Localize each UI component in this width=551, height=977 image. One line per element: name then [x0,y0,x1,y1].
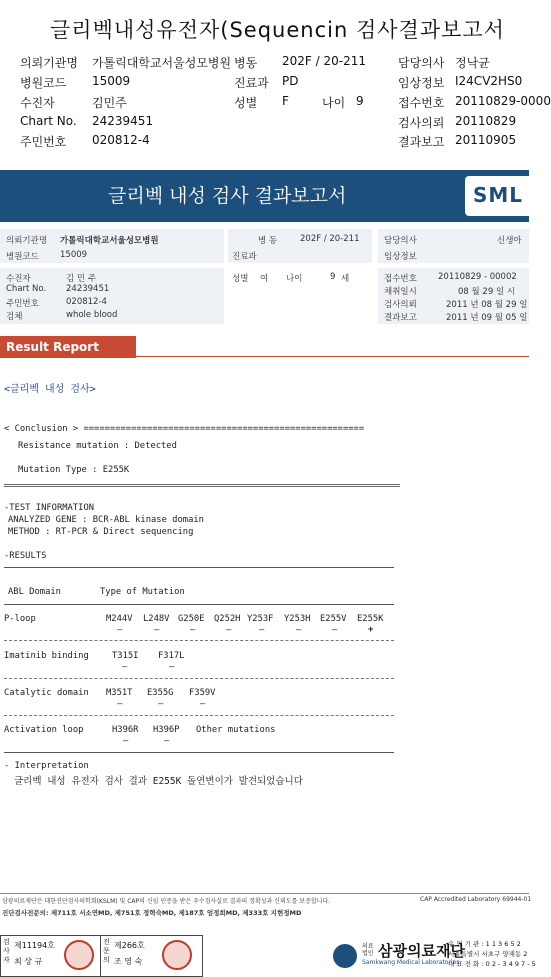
mutation-name: H396R [112,725,139,735]
mutation-name: G250E [178,614,205,624]
mutation-result: – [122,662,128,672]
info-req-value: 2011 년 08 월 29 일 [446,300,528,310]
info-code-value: 15009 [60,250,88,260]
document-title: 글리벡내성유전자(Sequencin 검사결과보고서 [50,18,505,42]
info-id-value: 020812-4 [66,297,107,307]
stamp1-name: 최 상 규 [14,957,43,966]
info-recv-value: 20110829 - 00002 [438,272,517,282]
mutation-result: – [169,662,175,672]
org-prefix: 의료법인 [362,943,374,957]
result-report-rule [136,356,529,357]
stamp2-label: 전문의 [103,938,110,964]
sml-logo-text: SML [473,183,524,207]
info-doctor-label: 담당의사 [384,236,417,246]
org-address-3: 대 표 전 화 : 0 2 - 3 4 9 7 - 5 [448,960,536,968]
header-sex-label: 성별 [234,96,258,110]
mutation-name: E355G [147,688,174,698]
domain-p-loop: P-loop [4,614,36,624]
info-req-label: 검사의뢰 [384,300,417,310]
info-ward-label: 병 동 [258,236,278,246]
results-rule-bottom [4,752,394,753]
mutation-result: – [190,625,196,635]
section-title: <글리벡 내성 검사> [4,384,96,395]
header-result-label: 결과보고 [398,135,445,149]
info-inst-label: 의뢰기관명 [6,236,48,246]
header-ward-value: 202F / 20-211 [282,54,366,68]
header-code-label: 병원코드 [20,76,67,90]
conclusion-header: < Conclusion > ===================================================== [4,424,365,434]
test-info-heading: -TEST INFORMATION [4,503,95,513]
separator-double [4,484,400,487]
report-band-title: 글리벡 내성 검사 결과보고서 [108,185,347,207]
method: METHOD : RT-PCR & Direct sequencing [8,527,194,537]
info-chart-label: Chart No. [6,284,47,294]
mutation-result: – [158,699,164,709]
org-english-name: Samkwang Medical Laboratories [362,959,460,966]
info-collect-value: 08 월 29 일 시 [458,287,516,297]
footer-accreditation: 삼광의료재단은 대한진단검사의학회(KSLM) 및 CAP의 신임 인증을 받은 우수검사실로 결과의 정확성과 신뢰도를 보증합니다. [2,898,331,905]
info-sex-label: 성별 [232,274,249,284]
results-rule-top [4,567,394,568]
mutation-name: L248V [143,614,170,624]
header-code-value: 15009 [92,74,131,88]
info-ward-value: 202F / 20-211 [300,234,360,244]
mutation-result: – [154,625,160,635]
header-id-value: 020812-4 [92,133,150,147]
header-dept-label: 진료과 [234,76,269,90]
header-age-value: 9 [356,94,364,108]
header-institution-label: 의뢰기관명 [20,56,78,70]
analyzed-gene: ANALYZED GENE : BCR-ABL kinase domain [8,515,204,525]
domain-activation-loop: Activation loop [4,725,84,735]
mutation-result-positive: + [368,625,374,635]
mutation-type: Mutation Type : E255K [18,465,130,475]
header-patient-label: 수진자 [20,96,55,110]
org-address-1: 유 업 기 관 : 1 1 3 6 5 2 [448,940,521,948]
mutation-result: – [332,625,338,635]
mutation-result: – [259,625,265,635]
info-specimen-value: whole blood [66,310,118,320]
resistance-mutation: Resistance mutation : Detected [18,441,177,451]
header-doctor-label: 담당의사 [398,56,445,70]
mutation-name: F317L [158,651,185,661]
stamp2-number: 제266호 [114,941,145,950]
info-dept-label: 진료과 [232,252,257,262]
seal-stamp-2 [162,940,192,970]
header-chart-value: 24239451 [92,114,154,128]
mutation-result: – [123,736,129,746]
row-divider [4,640,394,641]
info-code-label: 병원코드 [6,252,39,262]
mutation-name: M351T [106,688,133,698]
header-receipt-label: 접수번호 [398,96,445,110]
info-age-value: 9 [330,272,336,282]
header-request-value: 20110829 [455,114,517,128]
info-collect-label: 채취일시 [384,287,417,297]
mutation-name: Y253H [284,614,311,624]
stamp1-label: 검사자 [3,938,10,964]
info-doctor-value: 신생아 [497,236,522,246]
mutation-name: E255V [320,614,347,624]
info-patient-label: 수진자 [6,274,31,284]
info-clinical-label: 임상정보 [384,252,417,262]
mutation-name: Q252H [214,614,241,624]
results-heading: -RESULTS [4,551,47,561]
row-divider [4,715,394,716]
header-clinical-label: 임상정보 [398,76,445,90]
interpretation-heading: - Interpretation [4,761,89,771]
info-specimen-label: 검체 [6,312,23,322]
info-inst-value: 가톨릭대학교서울성모병원 [60,236,159,246]
header-receipt-value: 20110829-0000 [455,94,551,108]
mutation-name: E255K [357,614,384,624]
result-report-label: Result Report [6,340,99,354]
header-request-label: 검사의뢰 [398,116,445,130]
footer-cap: CAP Accredited Laboratory 69944-01 [420,896,532,903]
info-age-unit: 세 [341,274,350,284]
mutation-result: – [226,625,232,635]
mutation-result: – [117,699,123,709]
info-recv-label: 접수번호 [384,274,417,284]
org-address-2: 서울특별시 서초구 양재동 2 [448,950,528,958]
mutation-name: M244V [106,614,133,624]
header-result-value: 20110905 [455,133,517,147]
info-patient-value: 김 민 주 [66,274,97,284]
header-institution-value: 가톨릭대학교서울성모병원 [92,56,232,70]
info-chart-value: 24239451 [66,284,110,294]
info-id-label: 주민번호 [6,299,39,309]
header-ward-label: 병동 [234,56,258,70]
header-doctor-value: 정낙균 [455,56,490,70]
header-clinical-value: I24CV2HS0 [455,74,523,88]
mutation-name: Other mutations [196,725,276,735]
header-sex-value: F [282,94,289,108]
col-header-type: Type of Mutation [100,587,185,597]
interpretation-text: 글리벡 내성 유전자 검사 결과 E255K 돌연변이가 발견되었습니다 [14,776,303,787]
mutation-result: – [296,625,302,635]
footer-rule [0,893,529,894]
footer-physicians: 진단검사전문의: 제711호 서소연MD, 제751호 정혁숙MD, 제187호 엄정희MD, 제333호 지현정MD [2,909,302,917]
mutation-name: H396P [153,725,180,735]
header-id-label: 주민번호 [20,135,67,149]
header-chart-label: Chart No. [20,114,77,128]
mutation-name: F359V [189,688,216,698]
mutation-result: – [117,625,123,635]
results-rule-header [4,604,394,605]
row-divider [4,678,394,679]
info-result-label: 결과보고 [384,313,417,323]
header-patient-value: 김민주 [92,96,127,110]
header-dept-value: PD [282,74,299,88]
domain-catalytic: Catalytic domain [4,688,89,698]
info-age-label: 나이 [286,274,303,284]
seal-stamp-1 [64,940,94,970]
signature-divider [100,935,101,977]
mutation-result: – [200,699,206,709]
mutation-name: Y253F [247,614,274,624]
samkwang-logo-icon [333,944,357,968]
header-age-label: 나이 [322,96,346,110]
domain-imatinib-binding: Imatinib binding [4,651,89,661]
info-sex-value: 여 [260,274,269,284]
info-result-value: 2011 년 09 월 05 일 [446,313,528,323]
mutation-name: T315I [112,651,139,661]
col-header-domain: ABL Domain [8,587,61,597]
stamp2-name: 조 영 숙 [114,957,143,966]
stamp1-number: 제11194호 [14,941,55,950]
mutation-result: – [164,736,170,746]
org-name: 삼광의료재단 [378,942,465,960]
